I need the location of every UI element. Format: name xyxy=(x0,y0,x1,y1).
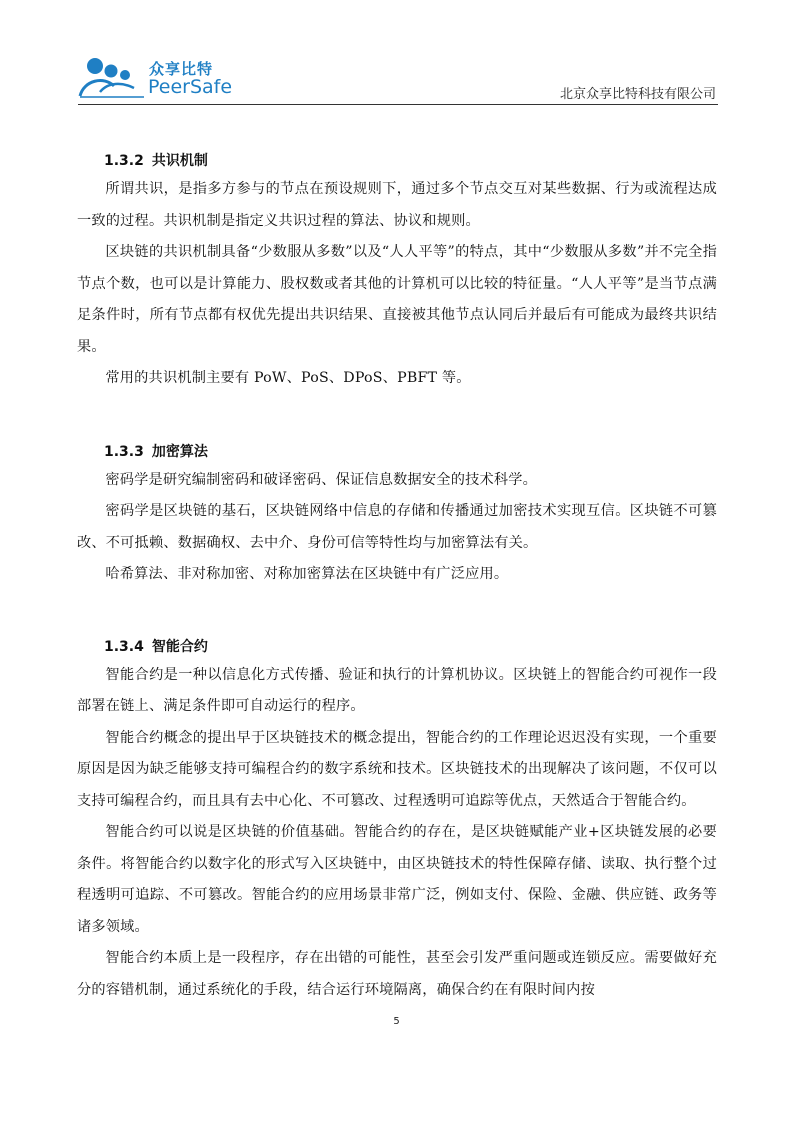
section-smart-contract xyxy=(77,634,717,1007)
document-body xyxy=(77,148,717,1006)
section-consensus xyxy=(77,148,717,395)
logo-chinese-text: 众享比特 xyxy=(149,60,214,78)
section-heading: 1.3.4 智能合约 xyxy=(104,638,208,655)
people-logo-icon xyxy=(78,56,146,100)
paragraph: 密码学是研究编制密码和破译密码、保证信息数据安全的技术科学。 xyxy=(105,471,538,488)
paragraph: 所谓共识，是指多方参与的节点在预设规则下，通过多个节点交互对某些数据、行为或流程达成一致的过程。共识机制是指定义共识过程的算法、协议和规则。 xyxy=(77,181,717,229)
paragraph: 区块链的共识机制具备“少数服从多数”以及“人人平等”的特点，其中“少数服从多数”并不完全指节点个数，也可以是计算能力、股权数或者其他的计算机可以比较的特征量。“人人平等”是当节点满足条件时，所有节点都有权优先提出共识结果、直接被其他节点认同后并最后有可能成为最终共识结果。 xyxy=(77,244,717,355)
paragraph: 智能合约概念的提出早于区块链技术的概念提出，智能合约的工作理论迟迟没有实现，一个重要原因是因为缺乏能够支持可编程合约的数字系统和技术。区块链技术的出现解决了该问题，不仅可以支持可编程合约，而且具有去中心化、不可篡改、过程透明可追踪等优点，天然适合于智能合约。 xyxy=(77,729,717,809)
paragraph: 智能合约可以说是区块链的价值基础。智能合约的存在，是区块链赋能产业+区块链发展的必要条件。将智能合约以数字化的形式写入区块链中，由区块链技术的特性保障存储、读取、执行整个过程透明可追踪、不可篡改。智能合约的应用场景非常广泛，例如支付、保险、金融、供应链、政务等诸多领域。 xyxy=(77,824,717,935)
section-encryption xyxy=(77,439,717,591)
logo-english-text: PeerSafe xyxy=(148,76,233,98)
paragraph: 智能合约是一种以信息化方式传播、验证和执行的计算机协议。区块链上的智能合约可视作一段部署在链上、满足条件即可自动运行的程序。 xyxy=(77,666,717,714)
paragraph: 智能合约本质上是一段程序，存在出错的可能性，甚至会引发严重问题或连锁反应。需要做好充分的容错机制，通过系统化的手段，结合运行环境隔离，确保合约在有限时间内按 xyxy=(77,950,717,998)
page-header xyxy=(78,54,718,105)
peersafe-logo xyxy=(78,56,248,100)
paragraph: 常用的共识机制主要有 PoW、PoS、DPoS、PBFT 等。 xyxy=(105,370,471,386)
company-name: 北京众享比特科技有限公司 xyxy=(559,87,716,102)
section-heading: 1.3.2 共识机制 xyxy=(104,153,208,169)
paragraph: 哈希算法、非对称加密、对称加密算法在区块链中有广泛应用。 xyxy=(105,566,509,582)
page-number: 5 xyxy=(393,1016,400,1027)
section-heading: 1.3.3 加密算法 xyxy=(104,443,208,460)
paragraph: 密码学是区块链的基石，区块链网络中信息的存储和传播通过加密技术实现互信。区块链不可篡改、不可抵赖、数据确权、去中介、身份可信等特性均与加密算法有关。 xyxy=(77,503,717,551)
